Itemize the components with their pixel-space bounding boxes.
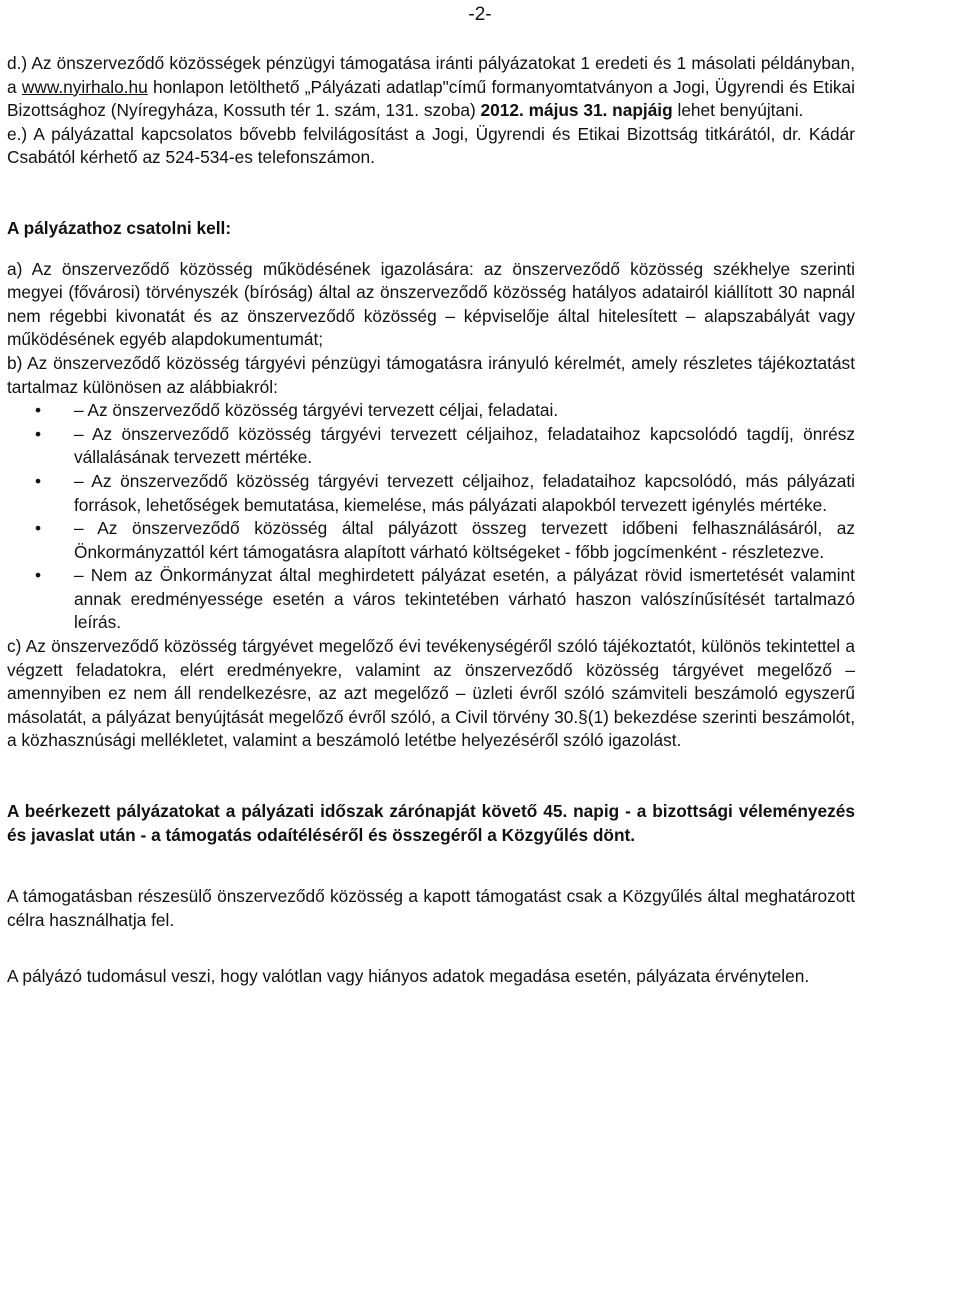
usage-paragraph: A támogatásban részesülő önszerveződő közösség a kapott támogatást csak a Közgyűlés által meghatározott célra használhatja fel. — [7, 886, 855, 930]
list-item-text: – Az önszerveződő közösség által pályázott összeg tervezett időbeni felhasználásáról, az Önkormányzattól kért támogatásra alapított várható költségeket - főbb jogcímenként - részletezve. — [74, 518, 855, 562]
list-item — [7, 399, 855, 423]
section-d-paragraph — [7, 52, 855, 123]
submission-deadline: 2012. május 31. napjáig — [480, 100, 673, 121]
attachment-item-a: a) Az önszerveződő közösség működésének igazolására: az önszerveződő közösség székhelye szerinti megyei (fővárosi) törvényszék (bíróság) által az önszerveződő közösség hatályos adatairól kiállított 30 napnál nem régebbi kivonatát és az önszerveződő közösség – képviselője által hitelesített – alapszabályát vagy működésének egyéb alapdokumentumát; — [7, 258, 855, 350]
invalidity-paragraph: A pályázó tudomásul veszi, hogy valótlan vagy hiányos adatok megadása esetén, pályázata érvénytelen. — [7, 966, 810, 987]
section-d-middle: honlapon letölthető „Pályázati adatlap"című formanyomtatványon a Jogi, Ügyrendi és Etikai Bizottsághoz (Nyíregyháza, Kossuth tér 1. szám, 131. szoba) — [7, 76, 855, 121]
requirements-list — [7, 399, 855, 635]
bullet-icon: • — [35, 565, 42, 586]
section-e-paragraph: e.) A pályázattal kapcsolatos bővebb felvilágosítást a Jogi, Ügyrendi és Etikai Bizottság titkárától, dr. Kádár Csabától kérhető az 524-534-es telefonszámon. — [7, 123, 855, 168]
list-item — [7, 470, 855, 517]
attachment-item-b: b) Az önszerveződő közösség tárgyévi pénzügyi támogatásra irányuló kérelmét, amely részletes tájékoztatást tartalmaz különösen az alábbiakról: — [7, 352, 855, 397]
attachments-title: A pályázathoz csatolni kell: — [7, 217, 232, 238]
list-item-text: – Az önszerveződő közösség tárgyévi tervezett céljaihoz, feladataihoz kapcsolódó tagdíj, önrész vállalásának tervezett mértéke. — [74, 423, 855, 468]
attachment-item-c: c) Az önszerveződő közösség tárgyévet megelőző évi tevékenységéről szóló tájékoztatót, különös tekintettel a végzett feladatokra, elért eredményekre, valamint az önszerveződő közösség tárgyévet megelőző – amennyiben ez nem áll rendelkezésre, az azt megelőző – üzleti évről szóló számviteli beszámoló egyszerű másolatát, a pályázat benyújtását megelőző évről szóló, a Civil törvény 30.§(1) bekezdése szerinti beszámolót, a közhasznúsági mellékletet, valamint a beszámoló letétbe helyezéséről szóló igazolást. — [7, 636, 855, 751]
website-link[interactable]: www.nyirhalo.hu — [21, 76, 148, 97]
list-item — [7, 423, 855, 470]
list-item-text: – Az önszerveződő közösség tárgyévi tervezett céljaihoz, feladataihoz kapcsolódó, más pályázati források, lehetőségek bemutatása, kiemelése, más pályázati alapokból tervezett igénylés mértéke. — [74, 470, 855, 515]
bullet-icon: • — [35, 518, 42, 539]
section-d-prefix: d.) Az önszerveződő közösségek pénzügyi támogatása iránti pályázatokat 1 eredeti és 1 másolati példányban, a — [7, 53, 855, 97]
bullet-icon: • — [35, 400, 42, 421]
list-item-text: – Az önszerveződő közösség tárgyévi tervezett céljai, feladatai. — [74, 400, 559, 421]
list-item — [7, 564, 855, 635]
page-number: -2- — [468, 4, 492, 25]
bullet-icon: • — [35, 470, 42, 491]
bullet-icon: • — [35, 423, 42, 444]
section-d-suffix: lehet benyújtani. — [672, 100, 804, 121]
list-item-text: – Nem az Önkormányzat által meghirdetett pályázat esetén, a pályázat rövid ismertetését valamint annak eredményessége esetén a város tekintetében várható haszon valószínűsítését tartalmazó leírás. — [74, 565, 855, 633]
decision-paragraph: A beérkezett pályázatokat a pályázati időszak zárónapját követő 45. napig - a bizottsági véleményezés és javaslat után - a támogatás odaítéléséről és összegéről a Közgyűlés dönt. — [7, 801, 855, 845]
document-body — [7, 52, 855, 989]
list-item — [7, 517, 855, 564]
